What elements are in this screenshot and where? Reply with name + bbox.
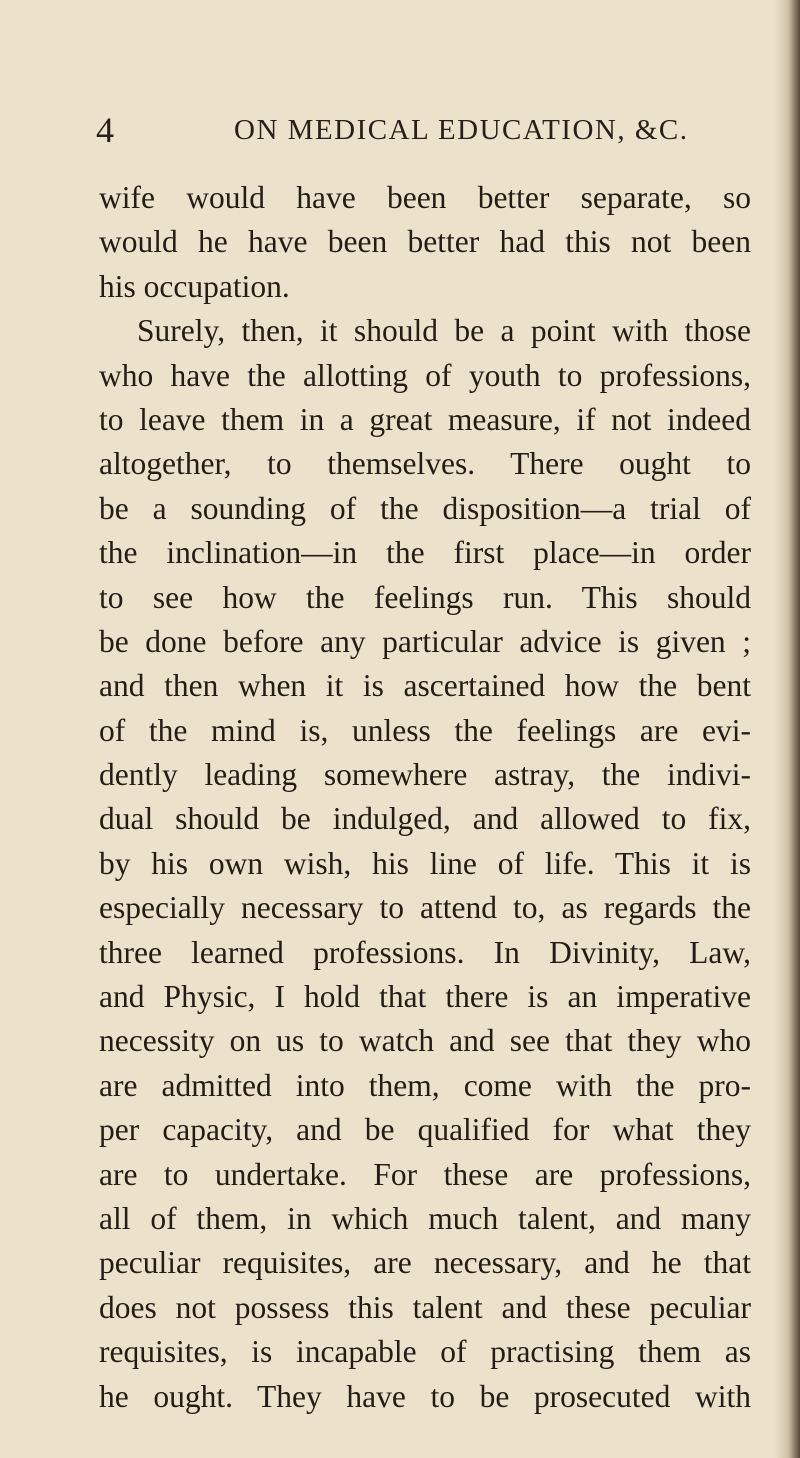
text-line: altogether, to themselves. There ought to <box>99 446 751 482</box>
text-line: be a sounding of the disposition—a trial of <box>99 490 751 526</box>
text-line: does not possess this talent and these peculiar <box>99 1289 751 1325</box>
text-line: and Physic, I hold that there is an imperative <box>99 979 751 1015</box>
text-line: by his own wish, his line of life. This it is <box>99 845 751 881</box>
text-line: per capacity, and be qualified for what they <box>99 1112 751 1148</box>
text-line: he ought. They have to be prosecuted with <box>99 1378 751 1414</box>
text-line: dently leading somewhere astray, the indivi- <box>99 757 751 793</box>
text-line: dual should be indulged, and allowed to fix, <box>99 801 751 837</box>
text-line: three learned professions. In Divinity, Law, <box>99 934 751 970</box>
page-header <box>0 108 800 152</box>
page-number: 4 <box>96 110 114 150</box>
text-line: especially necessary to attend to, as regards the <box>99 890 751 926</box>
text-line: wife would have been better separate, so <box>99 180 751 215</box>
page-edge-shadow <box>774 0 800 1458</box>
text-line: to see how the feelings run. This should <box>99 579 751 615</box>
text-line: are admitted into them, come with the pro- <box>99 1067 751 1103</box>
text-line: to leave them in a great measure, if not indeed <box>99 401 751 437</box>
text-line: all of them, in which much talent, and many <box>99 1200 751 1236</box>
text-line: requisites, is incapable of practising them as <box>99 1334 751 1370</box>
text-line: are to undertake. For these are professions, <box>99 1156 751 1192</box>
text-line: and then when it is ascertained how the bent <box>99 668 751 704</box>
text-line: of the mind is, unless the feelings are evi- <box>99 712 751 748</box>
text-line: necessity on us to watch and see that they who <box>99 1023 751 1059</box>
text-line: Surely, then, it should be a point with those <box>137 313 751 349</box>
body-text <box>99 176 751 1419</box>
text-line: would he have been better had this not been <box>99 224 751 260</box>
text-line: be done before any particular advice is given ; <box>99 623 751 659</box>
running-head: ON MEDICAL EDUCATION, &C. <box>234 114 689 146</box>
text-line: the inclination—in the first place—in order <box>99 535 751 571</box>
text-line: who have the allotting of youth to professions, <box>99 357 751 393</box>
text-line: his occupation. <box>99 268 290 304</box>
text-line: peculiar requisites, are necessary, and he that <box>99 1245 751 1281</box>
